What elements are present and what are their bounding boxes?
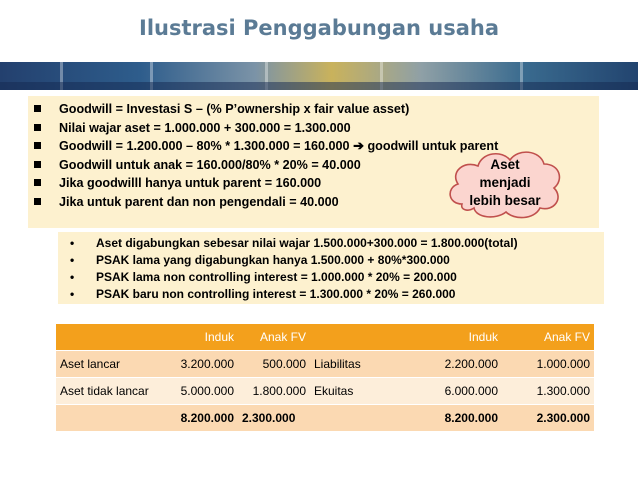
- cloud-line: Aset: [490, 157, 520, 172]
- table-cell: 8.200.000: [390, 405, 502, 432]
- table-header-cell: Anak FV: [502, 324, 594, 351]
- cloud-line: lebih besar: [469, 193, 541, 208]
- square-bullet-icon: [34, 142, 41, 149]
- note-item: [70, 286, 600, 303]
- bullet-text: Jika goodwilll hanya untuk parent = 160.000: [59, 176, 322, 191]
- note-item: [70, 252, 600, 269]
- cloud-line: menjadi: [479, 175, 531, 190]
- note-item: [70, 235, 600, 252]
- header-banner-image: [0, 62, 638, 90]
- table-cell: 2.200.000: [390, 351, 502, 378]
- table-cell: 2.300.000: [238, 405, 310, 432]
- bullet-text-suffix: goodwill untuk parent: [367, 139, 499, 154]
- table-cell: 1.300.000: [502, 378, 594, 405]
- bullet-text: Goodwill untuk anak = 160.000/80% * 20% = 40.000: [59, 157, 361, 172]
- dot-bullet-icon: •: [70, 236, 75, 250]
- table-cell: 8.200.000: [166, 405, 238, 432]
- table-cell: 500.000: [238, 351, 310, 378]
- table-header-cell: Induk: [166, 324, 238, 351]
- table-cell: 1.000.000: [502, 351, 594, 378]
- table-cell: Ekuitas: [310, 378, 390, 405]
- bullet-text: Goodwill = 1.200.000 – 80% * 1.300.000 = 160.000: [59, 139, 350, 154]
- square-bullet-icon: [34, 161, 41, 168]
- table-header-cell: Anak FV: [238, 324, 310, 351]
- table-cell: Liabilitas: [310, 351, 390, 378]
- arrow-right-icon: ➔: [353, 138, 364, 154]
- table-header-cell: [310, 324, 390, 351]
- note-text: PSAK lama non controlling interest = 1.000.000 * 20% = 200.000: [96, 270, 457, 284]
- table-cell: 5.000.000: [166, 378, 238, 405]
- note-item: [70, 269, 600, 286]
- table-cell: 2.300.000: [502, 405, 594, 432]
- notes-list: [70, 235, 600, 303]
- square-bullet-icon: [34, 105, 41, 112]
- balance-table: [56, 324, 594, 432]
- bullet-text: Goodwill = Investasi S – (% P’ownership x fair value asset): [59, 102, 410, 116]
- note-text: Aset digabungkan sebesar nilai wajar 1.500.000+300.000 = 1.800.000(total): [96, 236, 518, 250]
- banner-band: [0, 82, 638, 90]
- table-row: [56, 351, 594, 378]
- square-bullet-icon: [34, 198, 41, 205]
- table-cell: Aset tidak lancar: [56, 378, 166, 405]
- square-bullet-icon: [34, 124, 41, 131]
- table-cell: Aset lancar: [56, 351, 166, 378]
- table-cell: [56, 405, 166, 432]
- table-cell: 1.800.000: [238, 378, 310, 405]
- table-row: [56, 378, 594, 405]
- bullet-text: Nilai wajar aset = 1.000.000 + 300.000 = 1.300.000: [59, 120, 351, 135]
- dot-bullet-icon: •: [70, 253, 75, 267]
- table-header-cell: Induk: [390, 324, 502, 351]
- square-bullet-icon: [34, 179, 41, 186]
- dot-bullet-icon: •: [70, 270, 75, 284]
- bullet-item: [34, 119, 594, 138]
- table-cell: [310, 405, 390, 432]
- cloud-text: [444, 156, 566, 210]
- note-text: PSAK lama yang digabungkan hanya 1.500.000 + 80%*300.000: [96, 253, 450, 267]
- table-cell: 3.200.000: [166, 351, 238, 378]
- table-cell: 6.000.000: [390, 378, 502, 405]
- table-header-row: [56, 324, 594, 351]
- bullet-item: [34, 100, 594, 119]
- note-text: PSAK baru non controlling interest = 1.300.000 * 20% = 260.000: [96, 287, 456, 301]
- bullet-text: Jika untuk parent dan non pengendali = 40.000: [59, 194, 339, 209]
- table-total-row: [56, 405, 594, 432]
- dot-bullet-icon: •: [70, 287, 75, 301]
- table-header-cell: [56, 324, 166, 351]
- slide-title: Ilustrasi Penggabungan usaha: [139, 16, 499, 40]
